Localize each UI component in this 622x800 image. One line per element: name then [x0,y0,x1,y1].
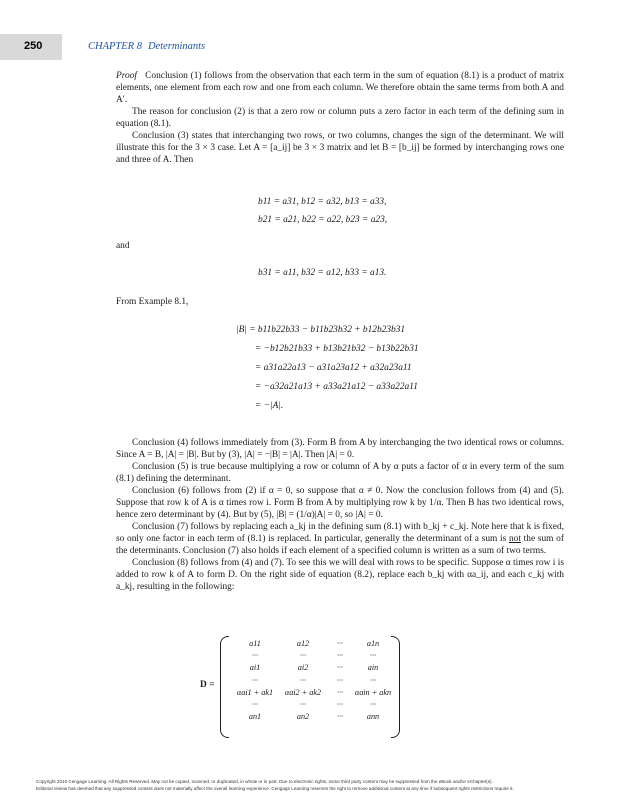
conclusion-8: Conclusion (8) follows from (4) and (7). To see this we will deal with rows to be specific. Suppose α times row i is added to row k of A to form D. On the right side of equation (8.2), replace each b_kj with αa_ij, and each c_kj with a_kj, resulting in the following: [116,558,564,592]
matrix-cell: ··· [336,639,344,648]
footer-line-1: Copyright 2010 Cengage Learning. All Rights Reserved. May not be copied, scanned, or duplicated, in whole or in part. Due to electronic rights, some third party content may be suppressed from the eBook and/or eChapter(s). [36,779,493,784]
conclusion-6: Conclusion (6) follows from (2) if α = 0, so suppose that α ≠ 0. Now the conclusion follows from (4) and (5). Suppose that row k of A is α times row i. Form B from A by multiplying row k by 1/α. Then B has two identical rows, hence zero determinant by (4). But by (5), |B| = (1/α)|A| = 0, so |A| = 0. [116,486,564,520]
matrix-cell: ··· [336,700,344,710]
matrix-cell: αai2 + ak2 [284,687,322,697]
matrix-cell: ··· [299,700,307,710]
chapter-heading [88,41,205,52]
matrix-cell: ··· [336,651,344,661]
equation-row-3: b31 = a11, b32 = a12, b33 = a13. [258,268,387,278]
footer-line-2: Editorial review has deemed that any suppressed content does not materially affect the overall learning experience. Cengage Learning reserves the right to remove additional content at any time if subsequent rights restrictions require it. [36,786,514,791]
matrix-cell: ··· [369,700,377,710]
matrix-d [220,636,400,736]
matrix-cell: a1n [366,639,380,648]
proof-paragraph-1 [116,70,564,106]
matrix-cell: ··· [336,712,344,722]
matrix-cell: ··· [369,675,377,685]
and-label: and [116,241,130,251]
matrix-cell: a12 [296,639,310,648]
conclusion-7-part-a: Conclusion (7) follows by replacing each a_kj in the defining sum (8.1) with b_kj + c_kj. Note here that k is fixed, so only one factor in each term of (8.1) is replaced. In particular, generally the determinant of a sum is [116,522,564,544]
matrix-cell: ai2 [297,663,309,673]
equation-row-2: b21 = a21, b22 = a22, b23 = a23, [258,215,388,225]
matrix-cell: ··· [336,687,344,697]
matrix-cell: ··· [336,663,344,673]
matrix-cell: a11 [249,639,261,648]
copyright-footer [36,778,596,792]
matrix-cell: ai1 [249,663,261,673]
matrix-cell: ··· [299,675,307,685]
matrix-cell: ann [366,712,380,722]
matrix-grid [230,638,392,723]
example-line-5: = −|A|. [255,401,284,411]
conclusion-5: Conclusion (5) is true because multiplying a row or column of A by α puts a factor of α in every term of the sum (8.1) defining the determinant. [116,462,564,484]
matrix-right-bracket [391,636,400,738]
example-line-1: |B| = b11b22b33 − b11b23b32 + b12b23b31 [236,325,406,335]
page-number: 250 [24,40,43,52]
conclusion-7-not: not [508,534,521,544]
matrix-cell: αai1 + ak1 [236,687,274,697]
matrix-cell: ··· [251,675,259,685]
conclusion-4: Conclusion (4) follows immediately from (3). Form B from A by interchanging the two identical rows or columns. Since A = B, |A| = |B|. But by (3), |A| = −|B| = |A|. Then |A| = 0. [116,438,564,460]
example-line-3: = a31a22a13 − a31a23a12 + a32a23a11 [255,363,412,373]
equation-row-1: b11 = a31, b12 = a32, b13 = a33, [258,197,387,207]
proof-paragraph-3: Conclusion (3) states that interchanging two rows, or two columns, changes the sign of the determinant. We will illustrate this for the 3 × 3 case. Let A = [a_ij] be 3 × 3 matrix and let B = [b_ij] be formed by interchanging rows one and three of A. Then [116,131,564,165]
proof-p1-text: Conclusion (1) follows from the observation that each term in the sum of equation (8.1) is a product of matrix elements, one element from each row and one from each column. We therefore obtain the same terms from both A and A′. [116,71,565,105]
matrix-cell: ··· [299,651,307,661]
matrix-cell: ··· [251,651,259,661]
conclusion-7-part-b: the sum of the determinants. Conclusion (7) also holds if each element of a specified column is written as a sum of two terms. [116,534,564,556]
matrix-left-bracket [220,636,229,738]
matrix-cell: ain [367,663,379,673]
matrix-d-label: D = [200,680,215,690]
proof-paragraph-2: The reason for conclusion (2) is that a zero row or column puts a zero factor in each term of the defining sum in equation (8.1). [116,107,564,129]
chapter-title: Determinants [147,41,206,52]
chapter-label: CHAPTER 8 [88,41,142,52]
conclusion-7 [116,521,564,557]
proof-block [116,70,564,166]
matrix-cell: an2 [296,712,310,722]
example-intro: From Example 8.1, [116,297,189,307]
matrix-cell: ··· [336,675,344,685]
example-line-2: = −b12b21b33 + b13b21b32 − b13b22b31 [255,344,419,354]
matrix-cell: ··· [251,700,259,710]
matrix-cell: αain + akn [354,687,392,697]
matrix-cell: ··· [369,651,377,661]
proof-lead: Proof [116,71,138,81]
example-line-4: = −a32a21a13 + a33a21a12 − a33a22a11 [255,382,418,392]
conclusions-block [116,437,564,593]
matrix-cell: an1 [248,712,262,722]
